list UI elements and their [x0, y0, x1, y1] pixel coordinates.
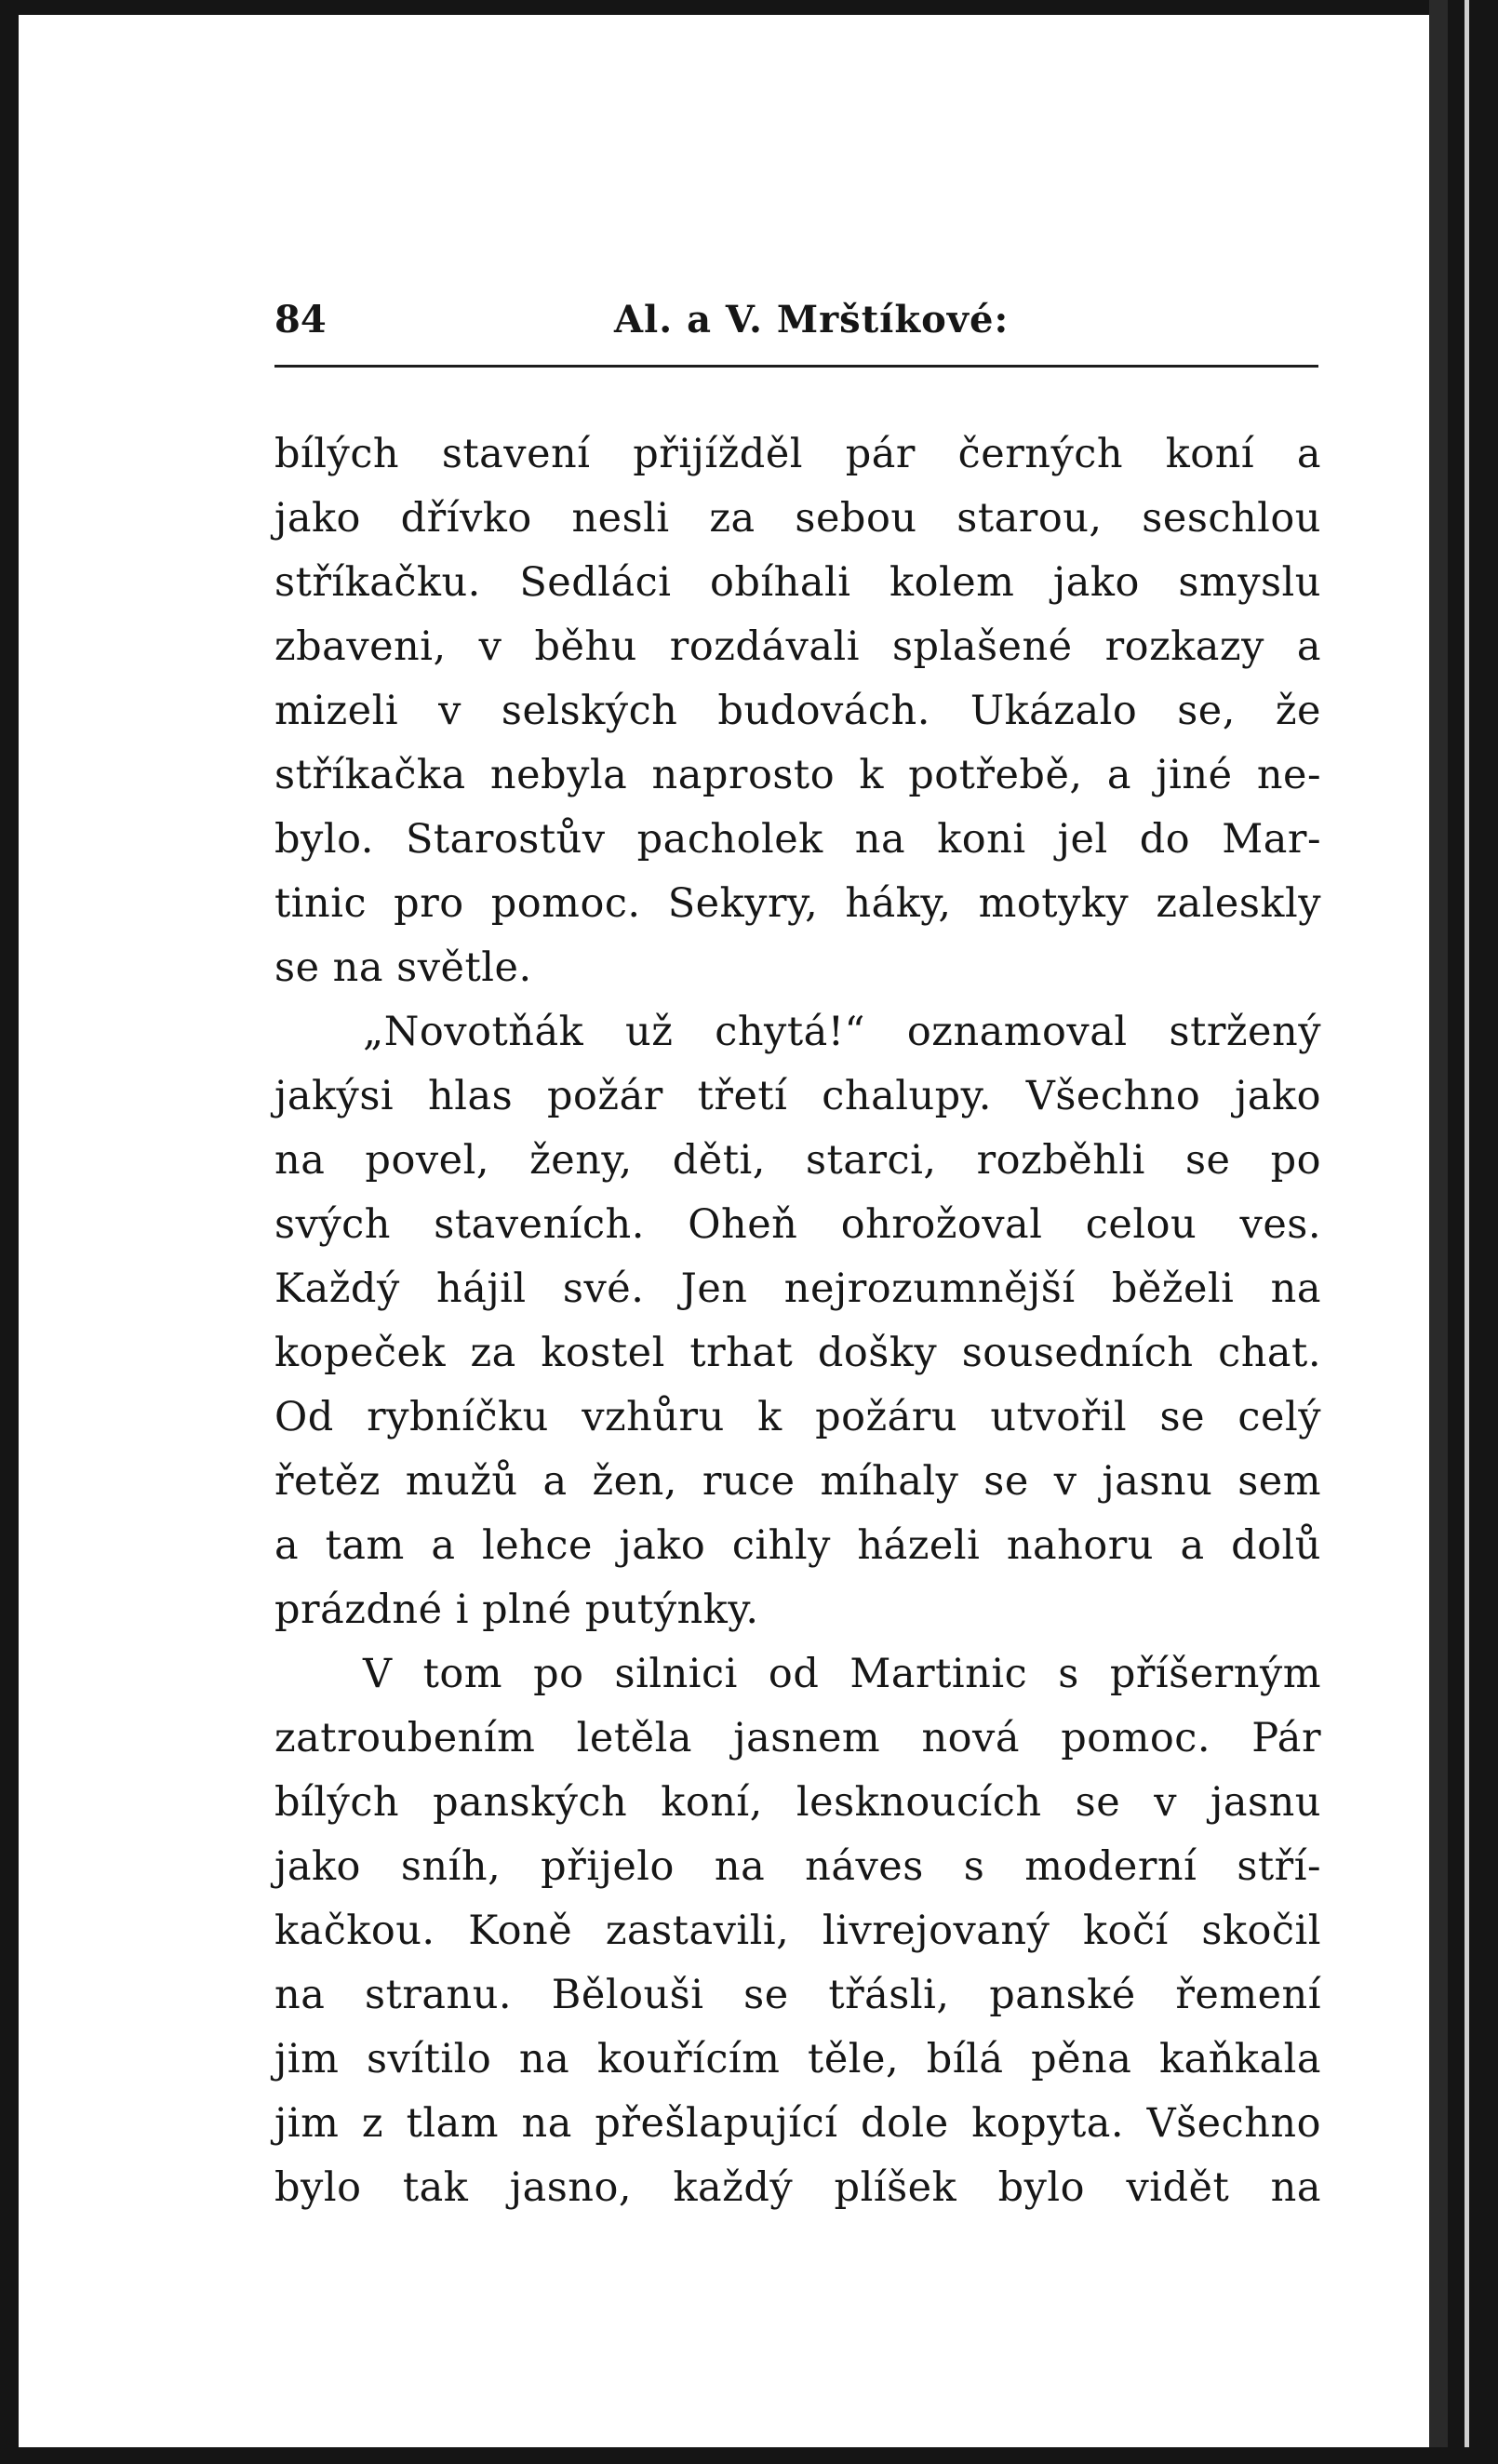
text-line: Každý hájil své. Jen nejrozumnější běželi na — [274, 1265, 1321, 1312]
header-rule — [274, 365, 1318, 368]
text-line: kačkou. Koně zastavili, livrejovaný kočí skočil — [274, 1908, 1321, 1954]
text-line: a tam a lehce jako cihly házeli nahoru a dolů — [274, 1522, 1321, 1569]
text-line: na stranu. Běloušі se třásli, panské řemení — [274, 1972, 1321, 2018]
text-line: mizeli v selských budovách. Ukázalo se, že — [274, 688, 1321, 734]
text-line: bílých stavení přijížděl pár černých koní a — [274, 431, 1321, 477]
scan-border-left — [0, 0, 19, 2464]
text-line: zatroubením letěla jasnem nová pomoc. Pár — [274, 1715, 1321, 1761]
text-line: V tom po silnici od Martinic s příšerným — [363, 1651, 1321, 1697]
body-text — [274, 422, 1321, 2220]
scan-border-right — [1448, 0, 1498, 2464]
text-line: jakýsi hlas požár třetí chalupy. Všechno jako — [274, 1073, 1321, 1119]
scan-border-top — [0, 0, 1498, 15]
text-line: prázdné i plné putýnky. — [274, 1587, 759, 1633]
scan-binding-line — [1465, 0, 1469, 2464]
scan-border-bottom — [0, 2447, 1498, 2464]
text-line: bylo tak jasno, každý plíšek bylo vidět na — [274, 2164, 1321, 2211]
text-line: zbaveni, v běhu rozdávali splašené rozkazy a — [274, 623, 1321, 670]
text-line: „Novotňák už chytá!“ oznamoval stržený — [363, 1009, 1321, 1055]
text-line: svých staveních. Oheň ohrožoval celou ves. — [274, 1201, 1321, 1248]
scan-page-edge-right — [1429, 0, 1448, 2464]
book-page — [274, 279, 1321, 2220]
text-line: řetěz mužů a žen, ruce míhaly se v jasnu sem — [274, 1458, 1321, 1505]
text-line: jim svítilo na kouřícím těle, bílá pěna kaňkala — [274, 2036, 1321, 2082]
page-number: 84 — [274, 298, 327, 341]
text-line: na povel, ženy, děti, starci, rozběhli se po — [274, 1137, 1321, 1184]
text-line: Od rybníčku vzhůru k požáru utvořil se celý — [274, 1394, 1321, 1440]
running-head — [274, 279, 1321, 383]
text-line: se na světle. — [274, 944, 532, 991]
text-line: bílých panských koní, lesknoucích se v jasnu — [274, 1779, 1321, 1826]
text-line: tinic pro pomoc. Sekyry, háky, motyky zaleskly — [274, 880, 1321, 927]
text-line: bylo. Starostův pacholek na koni jel do Mar- — [274, 816, 1321, 863]
text-line: jako sníh, přijelo na náves s moderní stří- — [274, 1843, 1321, 1890]
text-line: jim z tlam na přešlapující dole kopyta. Všechno — [274, 2100, 1321, 2147]
text-line: kopeček za kostel trhat došky sousedních chat. — [274, 1330, 1321, 1376]
text-line: stříkačka nebyla naprosto k potřebě, a jiné ne- — [274, 752, 1321, 798]
text-line: stříkačku. Sedláci obíhali kolem jako smyslu — [274, 559, 1321, 606]
text-line: jako dřívko nesli za sebou starou, seschlou — [274, 495, 1321, 542]
running-head-title: Al. a V. Mrštíkové: — [614, 298, 1010, 341]
